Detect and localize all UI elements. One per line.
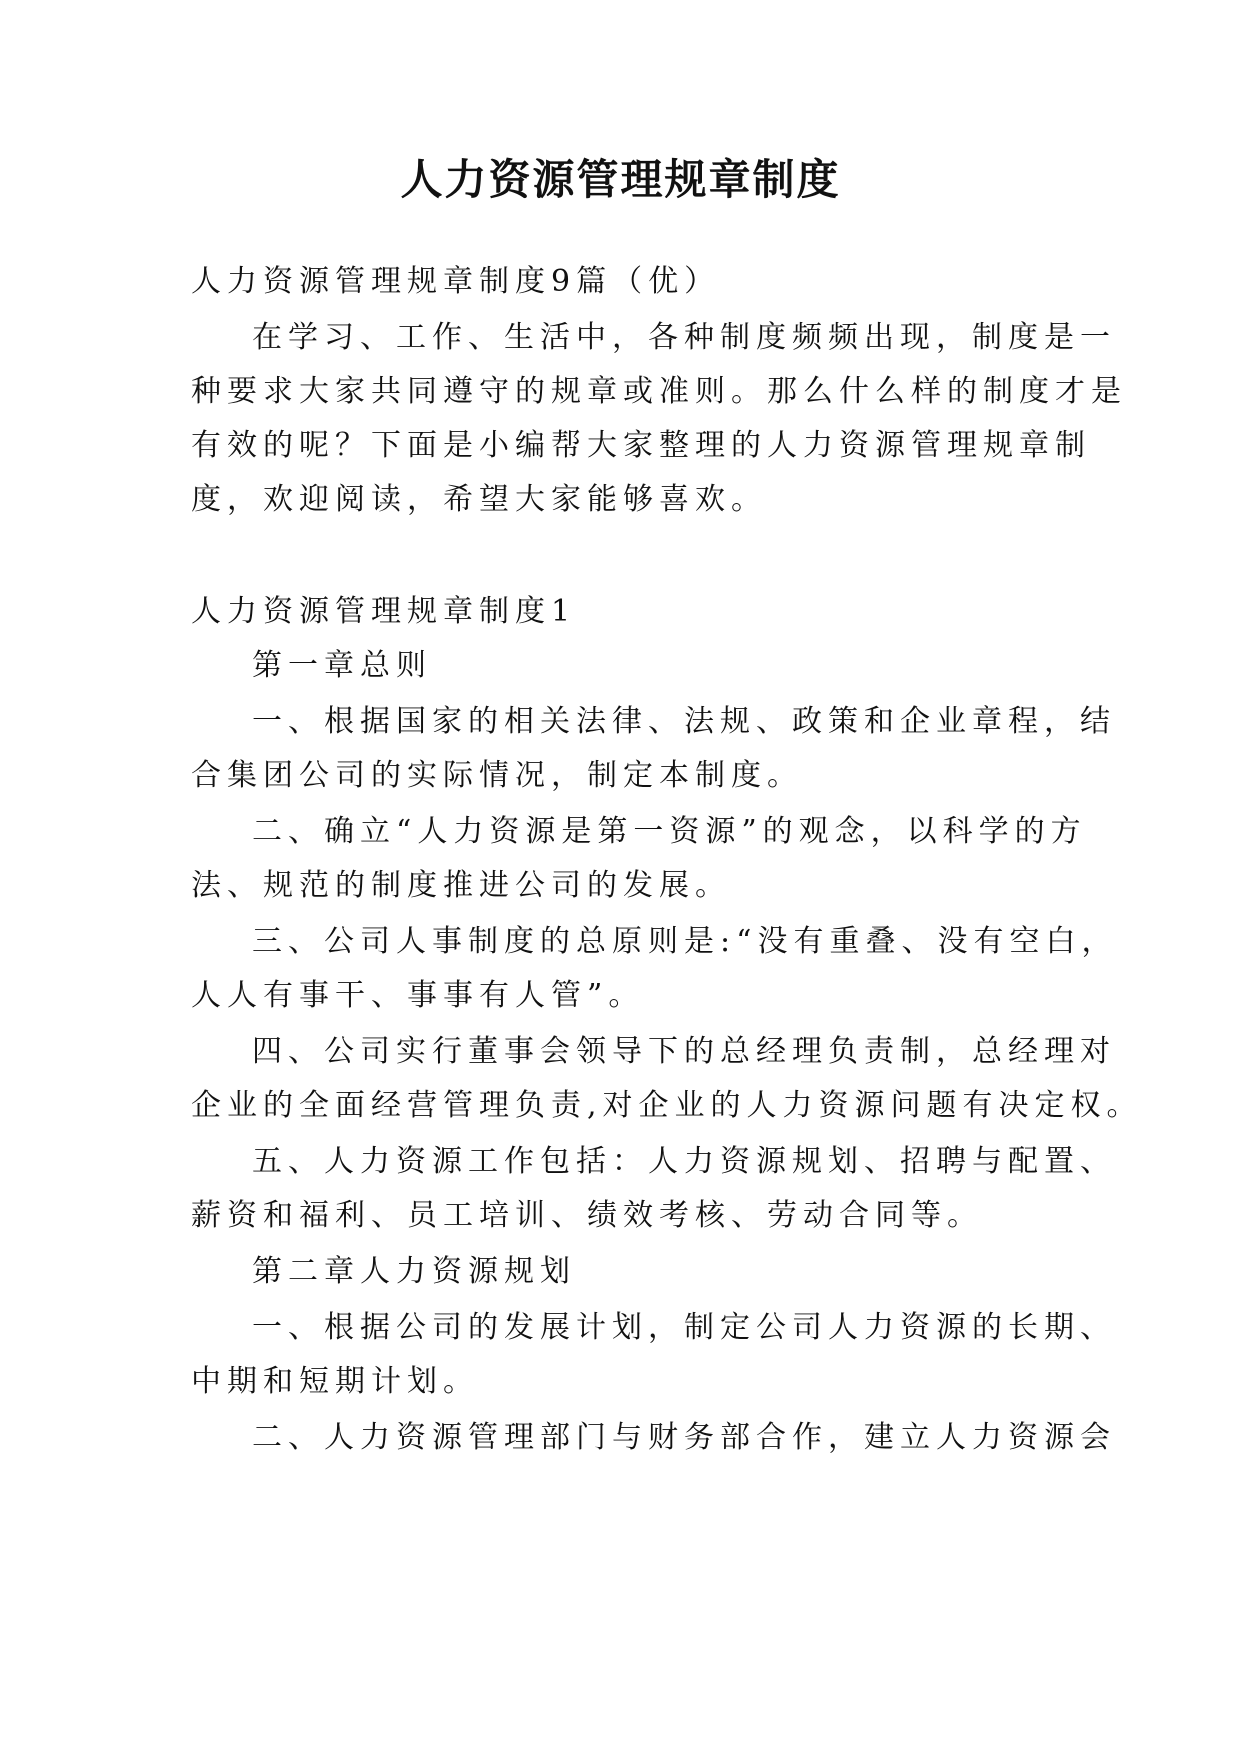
paragraph-line: 二、确立“人力资源是第一资源”的观念，以科学的方 (252, 814, 1087, 849)
chapter-heading-1: 第一章总则 (252, 648, 432, 683)
intro-line-3: 有效的呢？下面是小编帮大家整理的人力资源管理规章制 (191, 428, 1091, 463)
paragraph-line: 企业的全面经营管理负责,对企业的人力资源问题有决定权。 (191, 1088, 1143, 1123)
paragraph-line: 法、规范的制度推进公司的发展。 (191, 868, 731, 903)
paragraph-line: 四、公司实行董事会领导下的总经理负责制，总经理对 (252, 1034, 1116, 1069)
intro-line-4: 度，欢迎阅读，希望大家能够喜欢。 (191, 482, 767, 517)
paragraph-line: 薪资和福利、员工培训、绩效考核、劳动合同等。 (191, 1198, 983, 1233)
document-title: 人力资源管理规章制度 (400, 155, 841, 204)
paragraph-line: 二、人力资源管理部门与财务部合作，建立人力资源会 (252, 1420, 1116, 1455)
intro-line-2: 种要求大家共同遵守的规章或准则。那么什么样的制度才是 (191, 374, 1127, 409)
section-heading-1: 人力资源管理规章制度1 (191, 594, 577, 629)
intro-line-1: 在学习、工作、生活中，各种制度频频出现，制度是一 (252, 320, 1116, 355)
chapter-heading-2: 第二章人力资源规划 (252, 1254, 576, 1289)
paragraph-line: 一、根据国家的相关法律、法规、政策和企业章程，结 (252, 704, 1116, 739)
paragraph-line: 五、人力资源工作包括：人力资源规划、招聘与配置、 (252, 1144, 1116, 1179)
paragraph-line: 一、根据公司的发展计划，制定公司人力资源的长期、 (252, 1310, 1116, 1345)
paragraph-line: 中期和短期计划。 (191, 1364, 479, 1399)
subtitle-line: 人力资源管理规章制度9篇（优） (191, 264, 721, 299)
paragraph-line: 合集团公司的实际情况，制定本制度。 (191, 758, 803, 793)
paragraph-line: 人人有事干、事事有人管”。 (191, 978, 645, 1013)
paragraph-line: 三、公司人事制度的总原则是:“没有重叠、没有空白， (252, 924, 1118, 959)
